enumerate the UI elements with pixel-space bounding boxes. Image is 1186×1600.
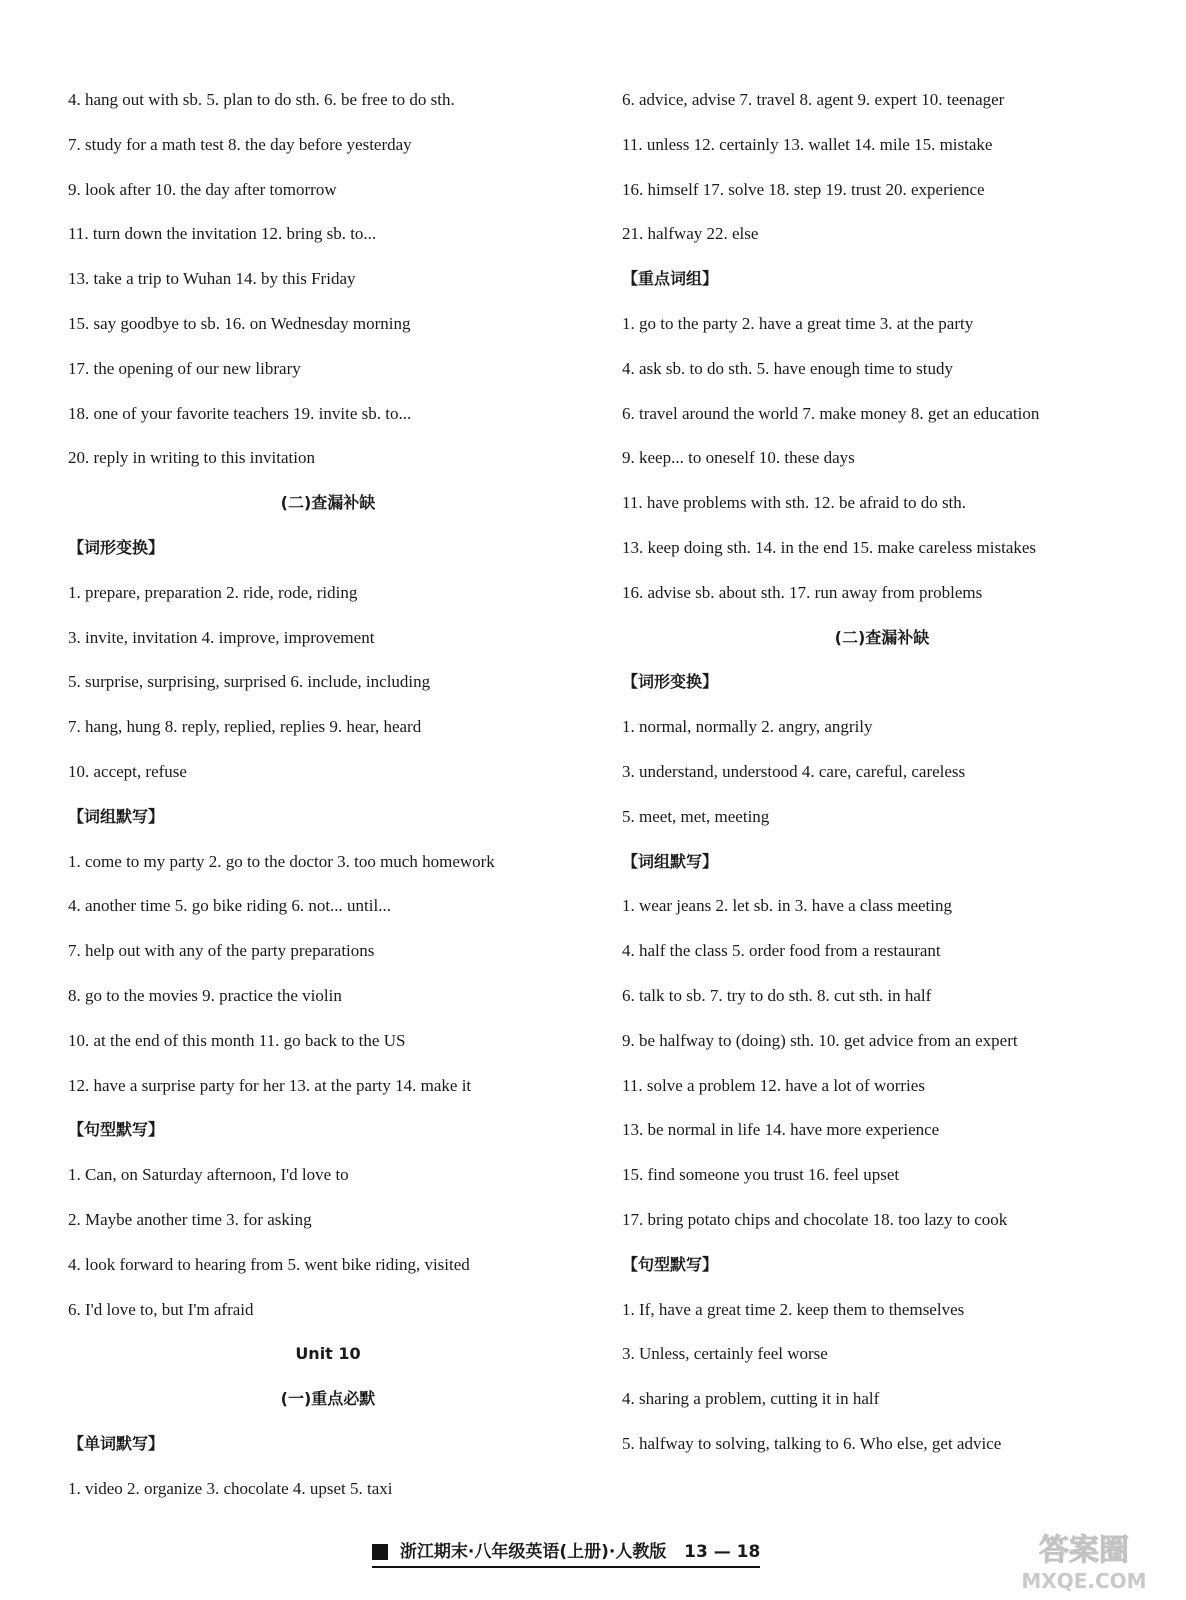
- footer-rule: [372, 1566, 760, 1568]
- section-heading: 【重点词组】: [622, 269, 719, 289]
- answer-line: 1. prepare, preparation 2. ride, rode, riding: [68, 582, 358, 602]
- answer-line: 13. keep doing sth. 14. in the end 15. make careless mistakes: [622, 537, 1037, 557]
- answer-line: 7. study for a math test 8. the day before yesterday: [68, 134, 412, 154]
- section-heading: 【词组默写】: [622, 851, 719, 871]
- answer-line: 6. advice, advise 7. travel 8. agent 9. expert 10. teenager: [622, 90, 1005, 109]
- answer-line: 10. accept, refuse: [68, 761, 187, 781]
- answer-line: 12. have a surprise party for her 13. at the party 14. make it: [68, 1075, 472, 1095]
- page-footer: [372, 1534, 760, 1570]
- answer-line: 16. himself 17. solve 18. step 19. trust 20. experience: [622, 179, 985, 199]
- answer-line: 4. another time 5. go bike riding 6. not... until...: [68, 896, 391, 916]
- answer-line: 13. take a trip to Wuhan 14. by this Friday: [68, 269, 356, 289]
- footer-square-icon: [372, 1544, 388, 1560]
- section-heading: 【句型默写】: [68, 1120, 165, 1140]
- section-heading: 【词组默写】: [68, 806, 165, 826]
- answer-line: 8. go to the movies 9. practice the violin: [68, 985, 342, 1005]
- answer-line: 17. the opening of our new library: [68, 358, 301, 378]
- answer-line: 11. turn down the invitation 12. bring sb. to...: [68, 224, 377, 244]
- answer-line: 15. say goodbye to sb. 16. on Wednesday morning: [68, 313, 411, 333]
- answer-line: 1. video 2. organize 3. chocolate 4. upset 5. taxi: [68, 1478, 393, 1498]
- answer-line: 18. one of your favorite teachers 19. invite sb. to...: [68, 403, 412, 423]
- answer-line: 4. half the class 5. order food from a restaurant: [622, 941, 941, 961]
- watermark-text: 答案圈: [1039, 1533, 1129, 1568]
- answer-line: 5. surprise, surprising, surprised 6. include, including: [68, 672, 431, 692]
- answer-line: 2. Maybe another time 3. for asking: [68, 1209, 312, 1229]
- answer-line: 4. hang out with sb. 5. plan to do sth. 6. be free to do sth.: [68, 90, 455, 109]
- answer-line: 3. Unless, certainly feel worse: [622, 1344, 828, 1364]
- answer-line: 1. normal, normally 2. angry, angrily: [622, 717, 873, 737]
- answer-line: 15. find someone you trust 16. feel upset: [622, 1165, 900, 1185]
- answer-line: 20. reply in writing to this invitation: [68, 448, 315, 468]
- section-title: (一)重点必默: [280, 1389, 376, 1409]
- section-heading: 【词形变换】: [68, 537, 165, 557]
- answer-line: 7. help out with any of the party preparations: [68, 941, 375, 961]
- answer-line: 6. I'd love to, but I'm afraid: [68, 1299, 254, 1319]
- section-title: (二)查漏补缺: [834, 627, 930, 647]
- answer-line: 11. have problems with sth. 12. be afraid to do sth.: [622, 493, 967, 513]
- footer-book-title: 浙江期末·八年级英语(上册)·人教版: [399, 1542, 667, 1562]
- answer-line: 5. meet, met, meeting: [622, 806, 770, 826]
- answer-line: 9. be halfway to (doing) sth. 10. get advice from an expert: [622, 1030, 1018, 1050]
- answer-line: 5. halfway to solving, talking to 6. Who else, get advice: [622, 1433, 1002, 1453]
- answer-line: 11. unless 12. certainly 13. wallet 14. mile 15. mistake: [622, 134, 993, 154]
- answer-line: 4. ask sb. to do sth. 5. have enough time to study: [622, 358, 954, 378]
- left-column: [68, 78, 588, 1512]
- section-title: (二)查漏补缺: [280, 493, 376, 513]
- answer-line: 11. solve a problem 12. have a lot of worries: [622, 1075, 925, 1095]
- answer-line: 4. sharing a problem, cutting it in half: [622, 1389, 880, 1409]
- answer-line: 6. talk to sb. 7. try to do sth. 8. cut sth. in half: [622, 985, 932, 1005]
- answer-line: 9. look after 10. the day after tomorrow: [68, 179, 337, 199]
- answer-line: 3. invite, invitation 4. improve, improvement: [68, 627, 375, 647]
- answer-line: 7. hang, hung 8. reply, replied, replies 9. hear, heard: [68, 717, 422, 737]
- page-number: 13 — 18: [684, 1542, 761, 1562]
- section-heading: 【词形变换】: [622, 672, 719, 692]
- answer-line: 16. advise sb. about sth. 17. run away from problems: [622, 582, 983, 602]
- answer-line: 10. at the end of this month 11. go back to the US: [68, 1030, 406, 1050]
- answer-line: 13. be normal in life 14. have more experience: [622, 1120, 940, 1140]
- answer-line: 1. come to my party 2. go to the doctor 3. too much homework: [68, 851, 495, 871]
- section-heading: 【单词默写】: [68, 1433, 165, 1453]
- answer-line: 1. go to the party 2. have a great time 3. at the party: [622, 313, 974, 333]
- watermark-url: MXQE.COM: [1021, 1569, 1147, 1593]
- answer-line: 1. wear jeans 2. let sb. in 3. have a class meeting: [622, 896, 952, 916]
- section-title: Unit 10: [295, 1344, 361, 1364]
- answer-line: 1. Can, on Saturday afternoon, I'd love to: [68, 1165, 349, 1185]
- answer-line: 9. keep... to oneself 10. these days: [622, 448, 855, 468]
- answer-line: 4. look forward to hearing from 5. went bike riding, visited: [68, 1254, 470, 1274]
- answer-line: 3. understand, understood 4. care, careful, careless: [622, 761, 966, 781]
- watermark-logo: [996, 1526, 1172, 1596]
- section-heading: 【句型默写】: [622, 1254, 719, 1274]
- right-column: [622, 78, 1142, 1467]
- answer-line: 1. If, have a great time 2. keep them to themselves: [622, 1299, 965, 1319]
- answer-line: 17. bring potato chips and chocolate 18. too lazy to cook: [622, 1209, 1008, 1229]
- answer-line: 21. halfway 22. else: [622, 224, 759, 244]
- answer-line: 6. travel around the world 7. make money 8. get an education: [622, 403, 1040, 423]
